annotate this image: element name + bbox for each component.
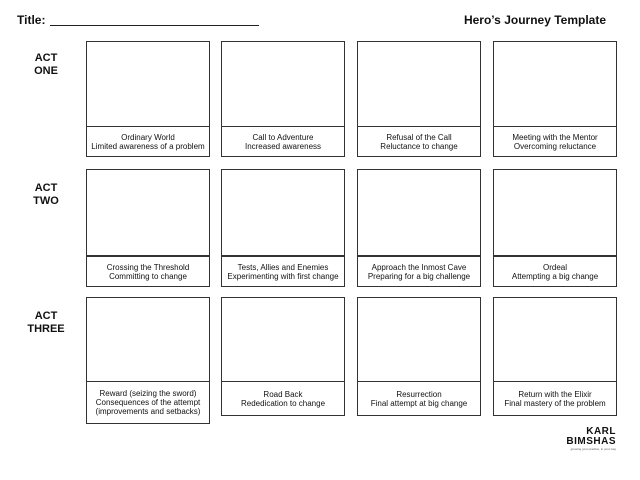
brand-logo <box>568 426 616 450</box>
stage-subtitle: Increased awareness <box>244 141 322 151</box>
stage-title: Ordeal <box>542 262 567 272</box>
logo-line-1: KARL <box>586 426 616 437</box>
template-title: Hero’s Journey Template <box>463 13 606 27</box>
title-blank-line[interactable] <box>50 25 259 26</box>
storyboard-frame[interactable] <box>221 41 345 128</box>
storyboard-frame[interactable] <box>493 41 617 128</box>
stage-caption <box>493 381 617 416</box>
storyboard-frame[interactable] <box>221 169 345 256</box>
stage-extra: (improvements and setbacks) <box>95 407 201 416</box>
stage-subtitle: Overcoming reluctance <box>513 141 597 151</box>
storyboard-frame[interactable] <box>86 41 210 128</box>
stage-caption <box>221 256 345 287</box>
stage-subtitle: Rededication to change <box>240 398 326 408</box>
stage-caption <box>221 381 345 416</box>
header-title-label: Title: <box>17 13 46 27</box>
stage-caption <box>493 256 617 287</box>
stage-title: Road Back <box>263 389 303 399</box>
stage-title: Meeting with the Mentor <box>512 132 598 142</box>
storyboard-frame[interactable] <box>86 169 210 256</box>
storyboard-frame[interactable] <box>221 297 345 384</box>
stage-caption <box>493 126 617 157</box>
stage-caption <box>86 126 210 157</box>
stage-title: Ordinary World <box>121 132 175 142</box>
storyboard-frame[interactable] <box>86 297 210 384</box>
stage-subtitle: Attempting a big change <box>511 271 599 281</box>
stage-subtitle: Preparing for a big challenge <box>367 271 471 281</box>
stage-subtitle: Final attempt at big change <box>370 398 468 408</box>
stage-title: Return with the Elixir <box>518 389 592 399</box>
stage-subtitle: Reluctance to change <box>380 141 458 151</box>
stage-caption <box>357 126 481 157</box>
storyboard-frame[interactable] <box>357 41 481 128</box>
stage-subtitle: Final mastery of the problem <box>504 398 606 408</box>
stage-subtitle: Limited awareness of a problem <box>91 141 205 151</box>
stage-subtitle: Experimenting with first change <box>227 271 339 281</box>
stage-caption <box>357 256 481 287</box>
logo-tagline: growing your practice, in your way <box>570 447 616 451</box>
act-two-label: ACT TWO <box>33 182 59 207</box>
logo-line-2: BIMSHAS <box>566 436 616 447</box>
act-one-label: ACT ONE <box>34 52 58 77</box>
stage-title: Call to Adventure <box>252 132 314 142</box>
storyboard-frame[interactable] <box>493 169 617 256</box>
stage-caption <box>221 126 345 157</box>
stage-title: Refusal of the Call <box>386 132 452 142</box>
storyboard-frame[interactable] <box>357 169 481 256</box>
stage-title: Reward (seizing the sword) <box>99 389 197 398</box>
storyboard-frame[interactable] <box>357 297 481 384</box>
stage-subtitle: Consequences of the attempt <box>95 398 201 407</box>
stage-caption <box>86 256 210 287</box>
stage-title: Resurrection <box>396 389 442 399</box>
stage-title: Approach the Inmost Cave <box>371 262 467 272</box>
storyboard-frame[interactable] <box>493 297 617 384</box>
stage-subtitle: Committing to change <box>109 271 187 281</box>
stage-title: Tests, Allies and Enemies <box>237 262 329 272</box>
stage-caption <box>86 381 210 424</box>
act-three-label: ACT THREE <box>27 310 65 335</box>
stage-title: Crossing the Threshold <box>106 262 190 272</box>
stage-caption <box>357 381 481 416</box>
